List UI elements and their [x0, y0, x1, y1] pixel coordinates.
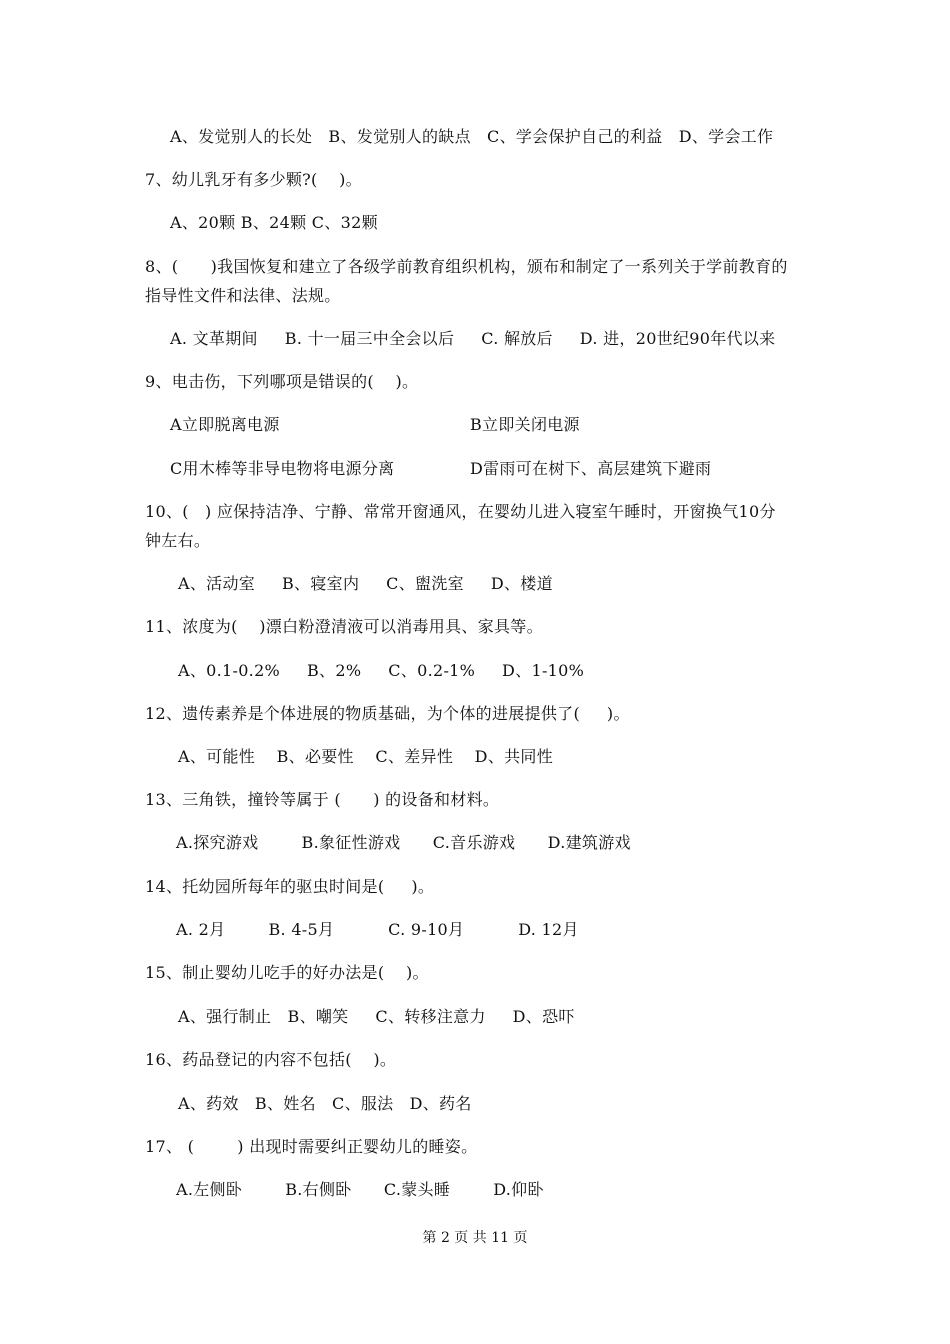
q10-question-line1: 10、( ) 应保持洁净、宁静、常常开窗通风，在婴幼儿进入寝室午睡时，开窗换气10分 [145, 502, 776, 521]
q13-options: A.探究游戏 B.象征性游戏 C.音乐游戏 D.建筑游戏 [176, 833, 631, 852]
q7-options: A、20颗 B、24颗 C、32颗 [170, 213, 378, 232]
page-number-footer: 第 2 页 共 11 页 [422, 1230, 528, 1246]
q15-question: 15、制止婴幼儿吃手的好办法是( )。 [145, 963, 429, 982]
q8-question-line2: 指导性文件和法律、法规。 [145, 286, 341, 305]
q16-question: 16、药品登记的内容不包括( )。 [145, 1050, 397, 1069]
q9-option-b: B立即关闭电源 [470, 415, 580, 434]
q16-options: A、药效 B、姓名 C、服法 D、药名 [178, 1094, 472, 1113]
q12-options: A、可能性 B、必要性 C、差异性 D、共同性 [178, 747, 554, 766]
q8-question-line1: 8、( )我国恢复和建立了各级学前教育组织机构，颁布和制定了一系列关于学前教育的 [145, 257, 788, 276]
q10-question-line2: 钟左右。 [145, 531, 211, 550]
q9-question: 9、电击伤，下列哪项是错误的( )。 [145, 372, 419, 391]
q8-options: A. 文革期间 B. 十一届三中全会以后 C. 解放后 D. 进，20世纪90年代以来 [170, 329, 776, 348]
q12-question: 12、遗传素养是个体进展的物质基础，为个体的进展提供了( )。 [145, 704, 630, 723]
q10-options: A、活动室 B、寝室内 C、盥洗室 D、楼道 [178, 574, 553, 593]
q13-question: 13、三角铁，撞铃等属于 ( ) 的设备和材料。 [145, 790, 500, 809]
q9-option-c: C用木棒等非导电物将电源分离 [170, 459, 395, 478]
q17-question: 17、 ( ) 出现时需要纠正婴幼儿的睡姿。 [145, 1137, 478, 1156]
q14-options: A. 2月 B. 4-5月 C. 9-10月 D. 12月 [176, 920, 579, 939]
q7-question: 7、幼儿乳牙有多少颗?( )。 [145, 170, 362, 189]
q6-options: A、发觉别人的长处 B、发觉别人的缺点 C、学会保护自己的利益 D、学会工作 [170, 127, 774, 146]
q17-options: A.左侧卧 B.右侧卧 C.蒙头睡 D.仰卧 [176, 1180, 544, 1199]
q15-options: A、强行制止 B、嘲笑 C、转移注意力 D、恐吓 [178, 1007, 575, 1026]
q11-options: A、0.1-0.2% B、2% C、0.2-1% D、1-10% [178, 661, 585, 680]
q11-question: 11、浓度为( )漂白粉澄清液可以消毒用具、家具等。 [145, 617, 543, 636]
q9-option-d: D雷雨可在树下、高层建筑下避雨 [470, 459, 712, 478]
q9-option-a: A立即脱离电源 [170, 415, 280, 434]
q14-question: 14、托幼园所每年的驱虫时间是( )。 [145, 877, 435, 896]
